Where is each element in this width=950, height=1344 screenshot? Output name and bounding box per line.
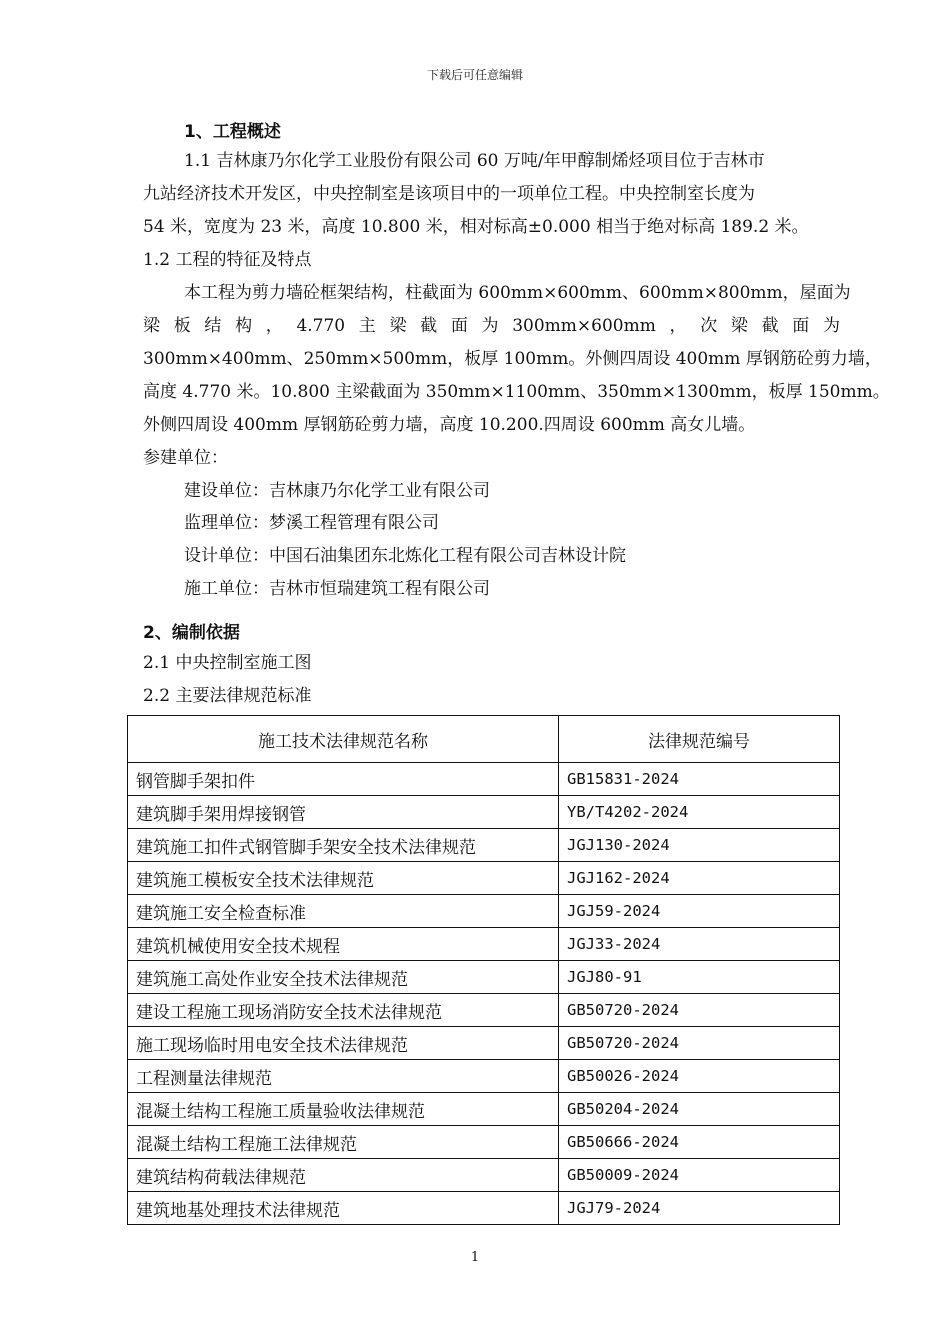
standard-name-cell: 混凝土结构工程施工质量验收法律规范 [128,1093,559,1126]
standard-name-cell: 建筑结构荷载法律规范 [128,1159,559,1192]
table-row [128,1093,840,1126]
para2-line5: 外侧四周设 400mm 厚钢筋砼剪力墙，高度 10.200.四周设 600mm 高女儿墙。 [143,415,756,435]
para2-line2 [143,314,840,338]
table-row [128,1192,840,1225]
standard-name-cell: 工程测量法律规范 [128,1060,559,1093]
header-standard-code: 法律规范编号 [559,716,840,763]
justified-word: 构 [235,316,253,336]
standard-name-cell: 混凝土结构工程施工法律规范 [128,1126,559,1159]
standard-code-cell: JGJ79-2024 [559,1192,840,1225]
table-row [128,928,840,961]
table-row [128,1126,840,1159]
participant-contractor: 施工单位：吉林市恒瑞建筑工程有限公司 [184,579,490,599]
justified-word: ， [265,316,283,336]
justified-word: 梁 [730,316,748,336]
table-body [128,763,840,1225]
table-row [128,829,840,862]
justified-word: ， [669,316,687,336]
page-header: 下载后可任意编辑 [426,68,523,82]
participant-client: 建设单位：吉林康乃尔化学工业有限公司 [184,481,490,501]
justified-word: 为 [822,316,840,336]
table-row [128,994,840,1027]
table-row [128,1159,840,1192]
justified-word: 4.770 [296,316,346,336]
basis-item-drawings: 2.1 中央控制室施工图 [143,653,312,673]
header-standard-name: 施工技术法律规范名称 [128,716,559,763]
standard-name-cell: 建筑机械使用安全技术规程 [128,928,559,961]
table-row [128,1027,840,1060]
justified-word: 结 [204,316,222,336]
standard-code-cell: GB50204-2024 [559,1093,840,1126]
justified-word: 主 [358,316,376,336]
justified-word: 面 [792,316,810,336]
table-row [128,1060,840,1093]
standards-table [127,715,840,1225]
justified-word: 为 [481,316,499,336]
standard-name-cell: 建筑施工扣件式钢管脚手架安全技术法律规范 [128,829,559,862]
participants-title: 参建单位： [143,448,228,468]
justified-word: 梁 [389,316,407,336]
table-row [128,763,840,796]
table-row [128,796,840,829]
participant-designer: 设计单位：中国石油集团东北炼化工程有限公司吉林设计院 [184,546,626,566]
standard-name-cell: 建筑地基处理技术法律规范 [128,1192,559,1225]
table-row [128,961,840,994]
page-number: 1 [470,1250,480,1265]
subsection-title: 1.2 工程的特征及特点 [143,250,312,270]
para2-line3: 300mm×400mm、250mm×500mm，板厚 100mm。外侧四周设 400mm 厚钢筋砼剪力墙， [143,349,882,369]
justified-word: 300mm×600mm [512,316,656,336]
para1-line2: 九站经济技术开发区，中央控制室是该项目中的一项单位工程。中央控制室长度为 [143,184,755,204]
standard-code-cell: GB50720-2024 [559,994,840,1027]
standard-name-cell: 建筑施工安全检查标准 [128,895,559,928]
standard-code-cell: JGJ130-2024 [559,829,840,862]
standard-code-cell: GB15831-2024 [559,763,840,796]
standard-code-cell: GB50009-2024 [559,1159,840,1192]
standard-code-cell: GB50026-2024 [559,1060,840,1093]
standard-code-cell: JGJ33-2024 [559,928,840,961]
standard-code-cell: YB/T4202-2024 [559,796,840,829]
standard-code-cell: GB50666-2024 [559,1126,840,1159]
para1-line1: 1.1 吉林康乃尔化学工业股份有限公司 60 万吨/年甲醇制烯烃项目位于吉林市 [184,151,765,171]
standard-name-cell: 建筑脚手架用焊接钢管 [128,796,559,829]
standard-name-cell: 建筑施工高处作业安全技术法律规范 [128,961,559,994]
standard-name-cell: 施工现场临时用电安全技术法律规范 [128,1027,559,1060]
basis-item-standards: 2.2 主要法律规范标准 [143,686,312,706]
para2-line4: 高度 4.770 米。10.800 主梁截面为 350mm×1100mm、350mm×1300mm，板厚 150mm。 [143,382,890,402]
table-header-row [128,716,840,763]
standard-code-cell: JGJ80-91 [559,961,840,994]
standard-code-cell: GB50720-2024 [559,1027,840,1060]
justified-word: 次 [700,316,718,336]
section1-title: 1、工程概述 [184,122,281,142]
standard-name-cell: 建筑施工模板安全技术法律规范 [128,862,559,895]
standard-name-cell: 建设工程施工现场消防安全技术法律规范 [128,994,559,1027]
para1-line3: 54 米，宽度为 23 米，高度 10.800 米，相对标高±0.000 相当于绝对标高 189.2 米。 [143,217,809,237]
participant-supervisor: 监理单位：梦溪工程管理有限公司 [184,513,439,533]
justified-word: 面 [450,316,468,336]
table-row [128,895,840,928]
section2-title: 2、编制依据 [143,623,240,643]
justified-word: 梁 [143,316,160,336]
standard-code-cell: JGJ162-2024 [559,862,840,895]
standard-code-cell: JGJ59-2024 [559,895,840,928]
standard-name-cell: 钢管脚手架扣件 [128,763,559,796]
justified-word: 截 [420,316,438,336]
para2-line1: 本工程为剪力墙砼框架结构，柱截面为 600mm×600mm、600mm×800mm，屋面为 [184,283,851,303]
justified-word: 截 [761,316,779,336]
table-row [128,862,840,895]
justified-word: 板 [173,316,191,336]
